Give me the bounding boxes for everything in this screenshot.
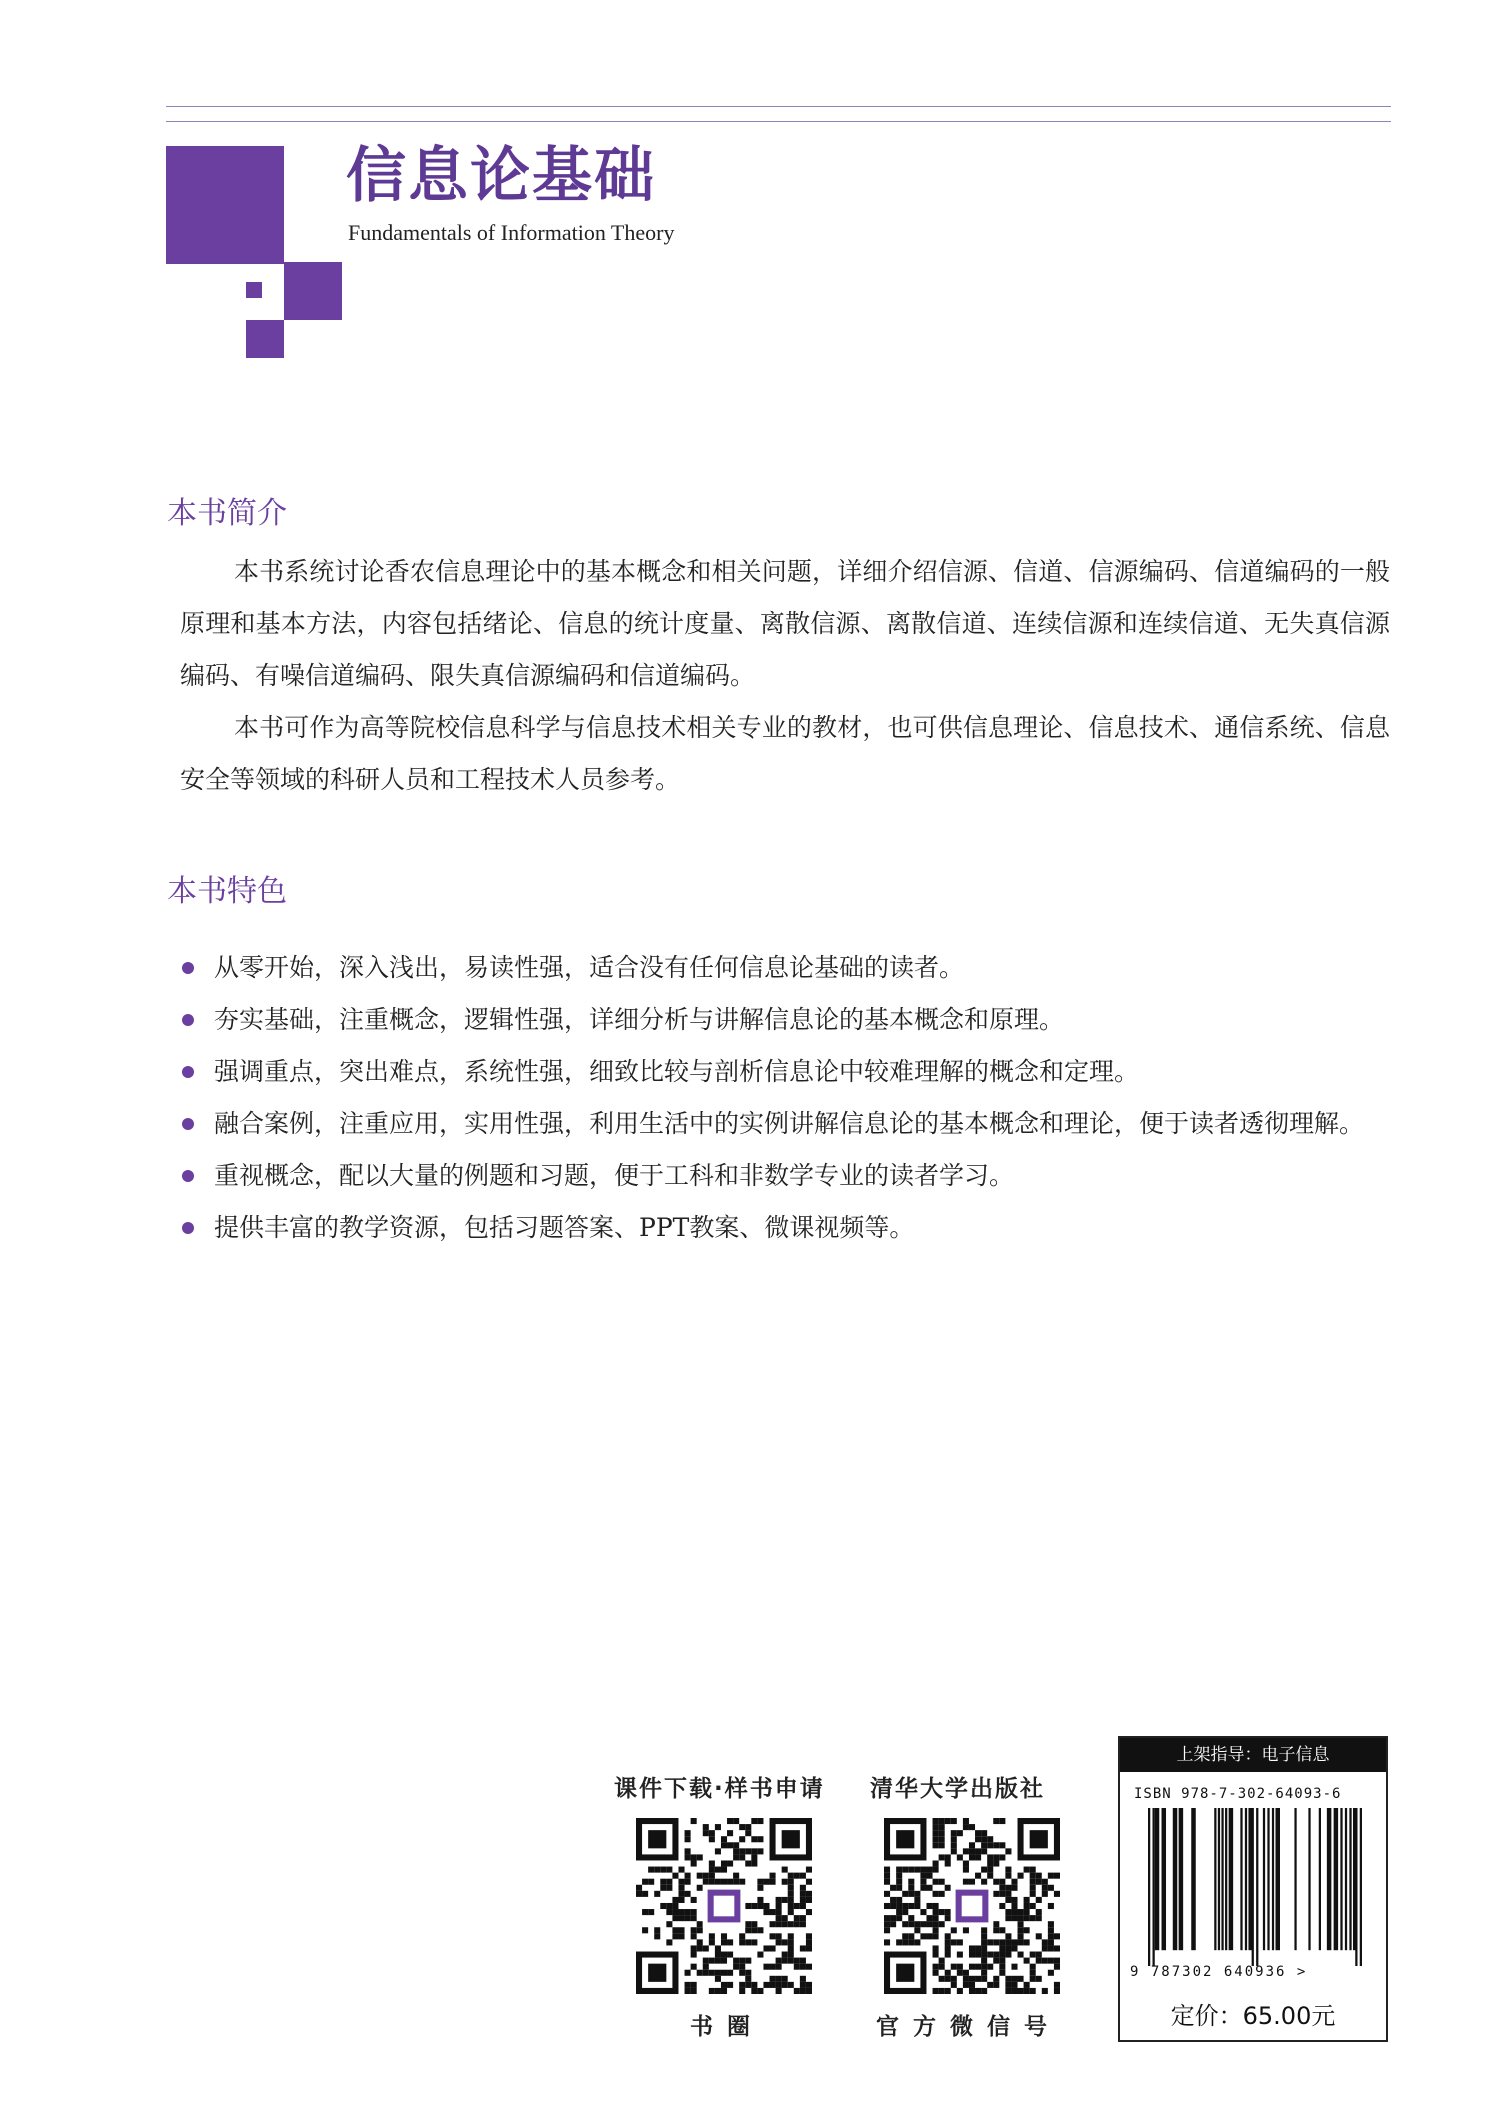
- qr-caption-courseware: 书圈: [690, 2014, 764, 2040]
- book-subtitle: Fundamentals of Information Theory: [348, 220, 675, 245]
- intro-paragraph-2: 本书可作为高等院校信息科学与信息技术相关专业的教材，也可供信息理论、信息技术、通信系统、信息安全等领域的科研人员和工程技术人员参考。: [180, 713, 1390, 794]
- book-title: 信息论基础: [346, 141, 656, 211]
- bullet-icon: [182, 1014, 194, 1026]
- shelving-category: 上架指导：电子信息: [1120, 1738, 1386, 1772]
- list-item: 融合案例，注重应用，实用性强，利用生活中的实例讲解信息论的基本概念和理论，便于读者透彻理解。: [180, 1098, 1364, 1150]
- qr-heading-publisher: 清华大学出版社: [870, 1776, 1045, 1802]
- bullet-icon: [182, 1118, 194, 1130]
- qr-caption-publisher: 官方微信号: [876, 2014, 1061, 2040]
- ean-digits: 9 787302 640936 >: [1130, 1964, 1308, 1980]
- qr-code-courseware[interactable]: [636, 1818, 812, 1994]
- bullet-icon: [182, 962, 194, 974]
- qr-code-publisher[interactable]: [884, 1818, 1060, 1994]
- top-rule-2: [166, 121, 1391, 122]
- bullet-icon: [182, 1222, 194, 1234]
- list-item: 夯实基础，注重概念，逻辑性强，详细分析与讲解信息论的基本概念和原理。: [180, 994, 1364, 1046]
- list-item: 重视概念，配以大量的例题和习题，便于工科和非数学专业的读者学习。: [180, 1150, 1364, 1202]
- price-label: 定价：65.00元: [1170, 2002, 1336, 2030]
- list-item: 从零开始，深入浅出，易读性强，适合没有任何信息论基础的读者。: [180, 942, 1364, 994]
- isbn-price-box: [1118, 1736, 1388, 2042]
- list-item: 提供丰富的教学资源，包括习题答案、PPT教案、微课视频等。: [180, 1202, 1364, 1254]
- intro-heading: 本书简介: [167, 496, 287, 531]
- list-item: 强调重点，突出难点，系统性强，细致比较与剖析信息论中较难理解的概念和定理。: [180, 1046, 1364, 1098]
- features-heading: 本书特色: [167, 874, 287, 909]
- isbn-number: ISBN 978-7-302-64093-6: [1134, 1786, 1342, 1802]
- bullet-icon: [182, 1066, 194, 1078]
- intro-paragraph-1: 本书系统讨论香农信息理论中的基本概念和相关问题，详细介绍信源、信道、信源编码、信道编码的一般原理和基本方法，内容包括绪论、信息的统计度量、离散信源、离散信道、连续信源和连续信道、无失真信源编码、有噪信道编码、限失真信源编码和信道编码。: [180, 557, 1390, 690]
- features-list: [180, 942, 1364, 1254]
- bullet-icon: [182, 1170, 194, 1182]
- qr-heading-courseware: 课件下载·样书申请: [614, 1776, 825, 1802]
- top-rule-1: [166, 106, 1391, 107]
- barcode-icon: [1148, 1808, 1362, 1966]
